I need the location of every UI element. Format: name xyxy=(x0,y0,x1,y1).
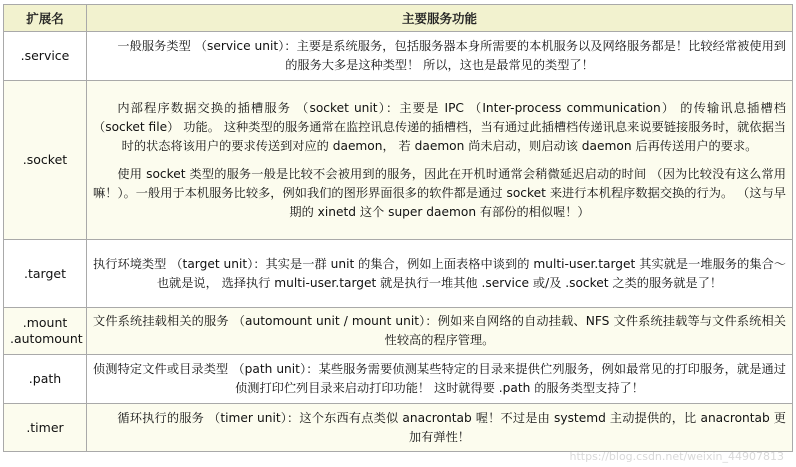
table-row-path xyxy=(4,355,793,404)
extension-name: .timer xyxy=(26,419,64,435)
extension-name: .automount xyxy=(10,331,83,346)
function-text: 执行环境类型 （target unit）：其实是一群 unit 的集合，例如上面表格中谈到的 multi-user.target 其实就是一堆服务的集合～也就是说， 选择执行 multi-user.target 就是执行一堆其他 .service 或/及 .socket 之类的服务就是了！ xyxy=(93,256,786,290)
extension-name: .socket xyxy=(22,152,68,167)
function-cell xyxy=(87,81,793,240)
function-cell xyxy=(87,404,793,452)
watermark-url: https://blog.csdn.net/weixin_44907813 xyxy=(569,450,784,463)
function-cell xyxy=(87,32,793,81)
extension-name: .target xyxy=(24,265,66,281)
function-text: 循环执行的服务 （timer unit）：这个东西有点类似 anacrontab 喔！不过是由 systemd 主动提供的，比 anacrontab 更加有弹性！ xyxy=(117,410,786,444)
extension-cell xyxy=(4,32,87,81)
extension-name: .service xyxy=(20,48,70,63)
function-cell xyxy=(87,355,793,404)
function-text: 侦测特定文件或目录类型 （path unit）：某些服务需要侦测某些特定的目录来提供伫列服务，例如最常见的打印服务，就是通过侦测打印伫列目录来启动打印功能！ 这时就得要 .path 的服务类型支持了！ xyxy=(93,362,786,395)
function-text: 使用 socket 类型的服务一般是比较不会被用到的服务，因此在开机时通常会稍微延迟启动的时间 （因为比较没有这么常用嘛！）。一般用于本机服务比较多，例如我们的图形界面很多的软件都是通过 socket 来进行本机程序数据交换的行为。 （这与早期的 xinetd 这个 super daemon 有部份的相似喔！） xyxy=(93,166,786,219)
function-text: 内部程序数据交换的插槽服务 （socket unit）：主要是 IPC （Inter-process communication） 的传输讯息插槽档 （socket file） 功能。 这种类型的服务通常在监控讯息传递的插槽档，当有通过此插槽档传递讯息来说要链接服务时，就依据当时的状态将该用户的要求传送到对应的 daemon， 若 daemon 尚未启动，则启动该 daemon 后再传送用户的要求。 xyxy=(93,100,786,153)
table-row-timer xyxy=(4,404,793,452)
function-cell xyxy=(87,240,793,308)
extension-cell xyxy=(4,240,87,308)
extension-name: .mount xyxy=(22,315,68,330)
table-row-service xyxy=(4,32,793,81)
extension-name: .path xyxy=(28,371,62,386)
extension-cell xyxy=(4,81,87,240)
extension-cell xyxy=(4,404,87,452)
unit-type-table xyxy=(3,4,793,452)
table-header-row xyxy=(4,5,793,32)
header-function: 主要服务功能 xyxy=(87,5,793,32)
table-row-target xyxy=(4,240,793,308)
table-row-mount xyxy=(4,308,793,355)
extension-cell xyxy=(4,308,87,355)
function-text: 一般服务类型 （service unit）：主要是系统服务，包括服务器本身所需要的本机服务以及网络服务都是！比较经常被使用到的服务大多是这种类型！ 所以，这也是最常见的类型了！ xyxy=(117,39,786,72)
function-cell xyxy=(87,308,793,355)
function-text: 文件系统挂载相关的服务 （automount unit / mount unit）：例如来自网络的自动挂载、NFS 文件系统挂载等与文件系统相关性较高的程序管理。 xyxy=(93,314,786,347)
extension-cell xyxy=(4,355,87,404)
table-row-socket xyxy=(4,81,793,240)
header-extension: 扩展名 xyxy=(4,5,87,32)
